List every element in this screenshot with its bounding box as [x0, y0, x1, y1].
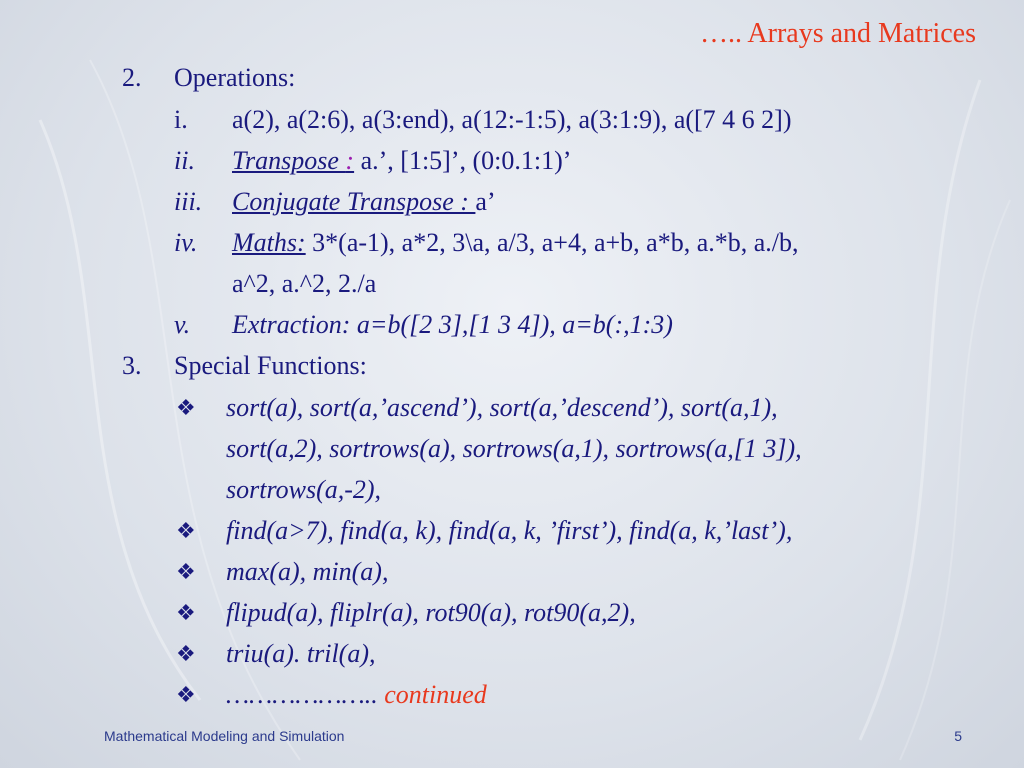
item-text: Extraction: a=b([2 3],[1 3 4]), a=b(:,1:3)	[232, 310, 673, 339]
footer-text: Mathematical Modeling and Simulation	[104, 728, 345, 744]
list-item	[174, 186, 496, 218]
item-text: a.’, [1:5]’, (0:0.1:1)’	[354, 146, 572, 175]
list-item-continuation: sortrows(a,-2),	[226, 475, 382, 504]
operations-heading-line	[122, 62, 296, 94]
list-item	[174, 145, 572, 177]
list-item	[226, 679, 487, 711]
special-heading: Special Functions:	[174, 351, 367, 380]
item-text-continuation: a^2, a.^2, 2./a	[232, 269, 377, 298]
operations-heading: Operations:	[174, 63, 296, 92]
item-marker: iii.	[174, 187, 203, 216]
item-marker: iv.	[174, 228, 198, 257]
list-item: flipud(a), fliplr(a), rot90(a), rot90(a,2),	[226, 598, 636, 627]
item-marker: i.	[174, 105, 188, 134]
page-number: 5	[954, 728, 962, 744]
item-text: 3*(a-1), a*2, 3\a, a/3, a+4, a+b, a*b, a.*b, a./b,	[305, 228, 799, 257]
special-heading-line	[122, 350, 367, 382]
item-label: Transpose :	[232, 146, 355, 175]
diamond-cluster-icon: ❖	[176, 600, 196, 625]
ellipsis-text: ………………..	[226, 680, 385, 709]
list-item: sort(a), sort(a,’ascend’), sort(a,’descend’), sort(a,1),	[226, 393, 778, 422]
diamond-cluster-icon: ❖	[176, 641, 196, 666]
item-label: Conjugate Transpose :	[232, 187, 476, 216]
item-text: a’	[475, 187, 496, 216]
continued-text: continued	[384, 680, 487, 709]
list-item: find(a>7), find(a, k), find(a, k, ’first’), find(a, k,’last’),	[226, 516, 793, 545]
list-number: 3.	[122, 351, 142, 380]
list-item	[174, 309, 673, 341]
item-text: a(2), a(2:6), a(3:end), a(12:-1:5), a(3:1:9), a([7 4 6 2])	[232, 105, 792, 134]
list-item	[174, 227, 799, 259]
item-label: Maths:	[232, 228, 306, 257]
list-number: 2.	[122, 63, 142, 92]
diamond-cluster-icon: ❖	[176, 559, 196, 584]
list-item: max(a), min(a),	[226, 557, 389, 586]
list-item-continuation: sort(a,2), sortrows(a), sortrows(a,1), sortrows(a,[1 3]),	[226, 434, 802, 463]
diamond-cluster-icon: ❖	[176, 682, 196, 707]
item-colon: :	[345, 146, 355, 175]
list-item	[174, 104, 792, 136]
list-item: triu(a). tril(a),	[226, 639, 376, 668]
item-marker: v.	[174, 310, 191, 339]
slide-title: ….. Arrays and Matrices	[699, 18, 976, 49]
diamond-cluster-icon: ❖	[176, 395, 196, 420]
diamond-cluster-icon: ❖	[176, 518, 196, 543]
item-marker: ii.	[174, 146, 195, 175]
